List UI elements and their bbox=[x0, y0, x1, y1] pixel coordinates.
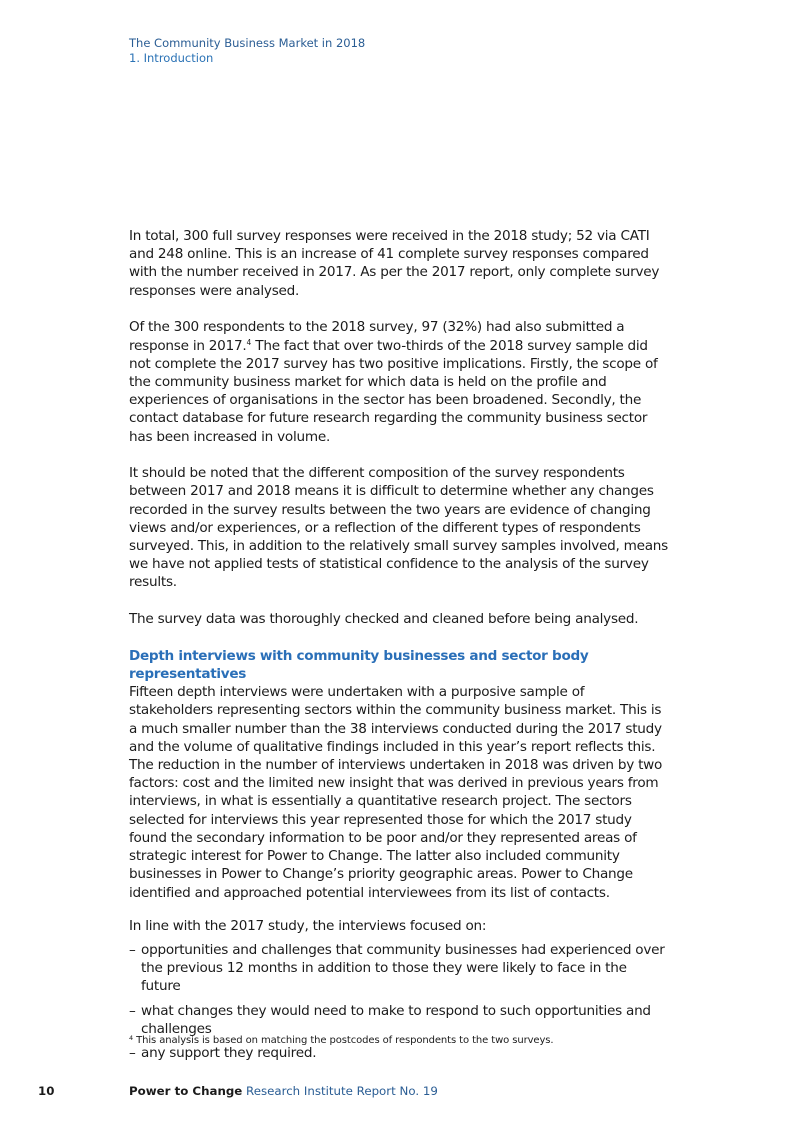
footer-brand: Power to Change bbox=[129, 1084, 243, 1098]
paragraph-depth-interviews: Fifteen depth interviews were undertaken with a purposive sample of stakeholders representing sectors within the community business market. This is a much smaller number than the 38 interviews conducted during the 2017 study and the volume of qualitative findings included in this year’s report reflects this. The reduction in the number of interviews undertaken in 2018 was driven by two factors: cost and the limited new insight that was derived in previous years from interviews, in what is essentially a quantitative research project. The sectors selected for interviews this year represented those for which the 2017 study found the secondary information to be poor and/or they represented areas of strategic interest for Power to Change. The latter also included community businesses in Power to Change’s priority geographic areas. Power to Change identified and approached potential interviewees from its list of contacts. bbox=[129, 684, 663, 901]
section-heading-depth-interviews: Depth interviews with community businesses and sector body representatives bbox=[129, 647, 589, 683]
list-item-text: opportunities and challenges that community businesses had experienced over the previous 12 months in addition to those they were likely to face in the future bbox=[141, 941, 665, 995]
footnote bbox=[129, 1034, 554, 1047]
list-item bbox=[129, 1002, 669, 1038]
footer-subtitle: Research Institute Report No. 19 bbox=[242, 1084, 438, 1098]
document-title: The Community Business Market in 2018 bbox=[129, 36, 366, 50]
page-number: 10 bbox=[38, 1084, 55, 1098]
section-title: 1. Introduction bbox=[129, 50, 214, 65]
footnote-number: 4 bbox=[129, 1034, 134, 1042]
list-dash: – bbox=[129, 1002, 136, 1019]
main-content bbox=[129, 227, 669, 1068]
list-dash: – bbox=[129, 1044, 136, 1061]
list-dash: – bbox=[129, 941, 136, 958]
paragraph-respondents-rest: The fact that over two-thirds of the 2018 survey sample did not complete the 2017 survey has two positive implications. Firstly, the scope of the community business market for which data is held on the profile and experiences of organisations in the sector has been broadened. Secondly, the contact database for future research regarding the community business sector has been increased in volume. bbox=[129, 337, 658, 445]
list-item-text: what changes they would need to make to respond to such opportunities and challenges bbox=[141, 1002, 651, 1037]
paragraph-respondents-lead: Of the 300 respondents to the 2018 survey, 97 (32%) had also submitted a response in 2017. bbox=[129, 319, 625, 354]
paragraph-responses: In total, 300 full survey responses were received in the 2018 study; 52 via CATI and 248 online. This is an increase of 41 complete survey responses compared with the number received in 2017. As per the 2017 report, only complete survey responses were analysed. bbox=[129, 228, 660, 299]
footer-report-title bbox=[129, 1084, 438, 1098]
list-item bbox=[129, 941, 669, 996]
running-header bbox=[129, 36, 365, 65]
paragraph-composition: It should be noted that the different composition of the survey respondents between 2017 and 2018 means it is difficult to determine whether any changes recorded in the survey results between the two years are evidence of changing views and/or experiences, or a reflection of the different types of respondents surveyed. This, in addition to the relatively small survey samples involved, means we have not applied tests of statistical confidence to the analysis of the survey results. bbox=[129, 465, 669, 591]
paragraph-respondents bbox=[129, 318, 669, 445]
paragraph-interview-focus: In line with the 2017 study, the interviews focused on: bbox=[129, 917, 487, 934]
paragraph-data-cleaning: The survey data was thoroughly checked and cleaned before being analysed. bbox=[129, 611, 639, 628]
footnote-reference[interactable]: 4 bbox=[246, 337, 252, 347]
footnote-text: This analysis is based on matching the postcodes of respondents to the two surveys. bbox=[133, 1035, 554, 1046]
list-item-text: any support they required. bbox=[141, 1044, 317, 1061]
